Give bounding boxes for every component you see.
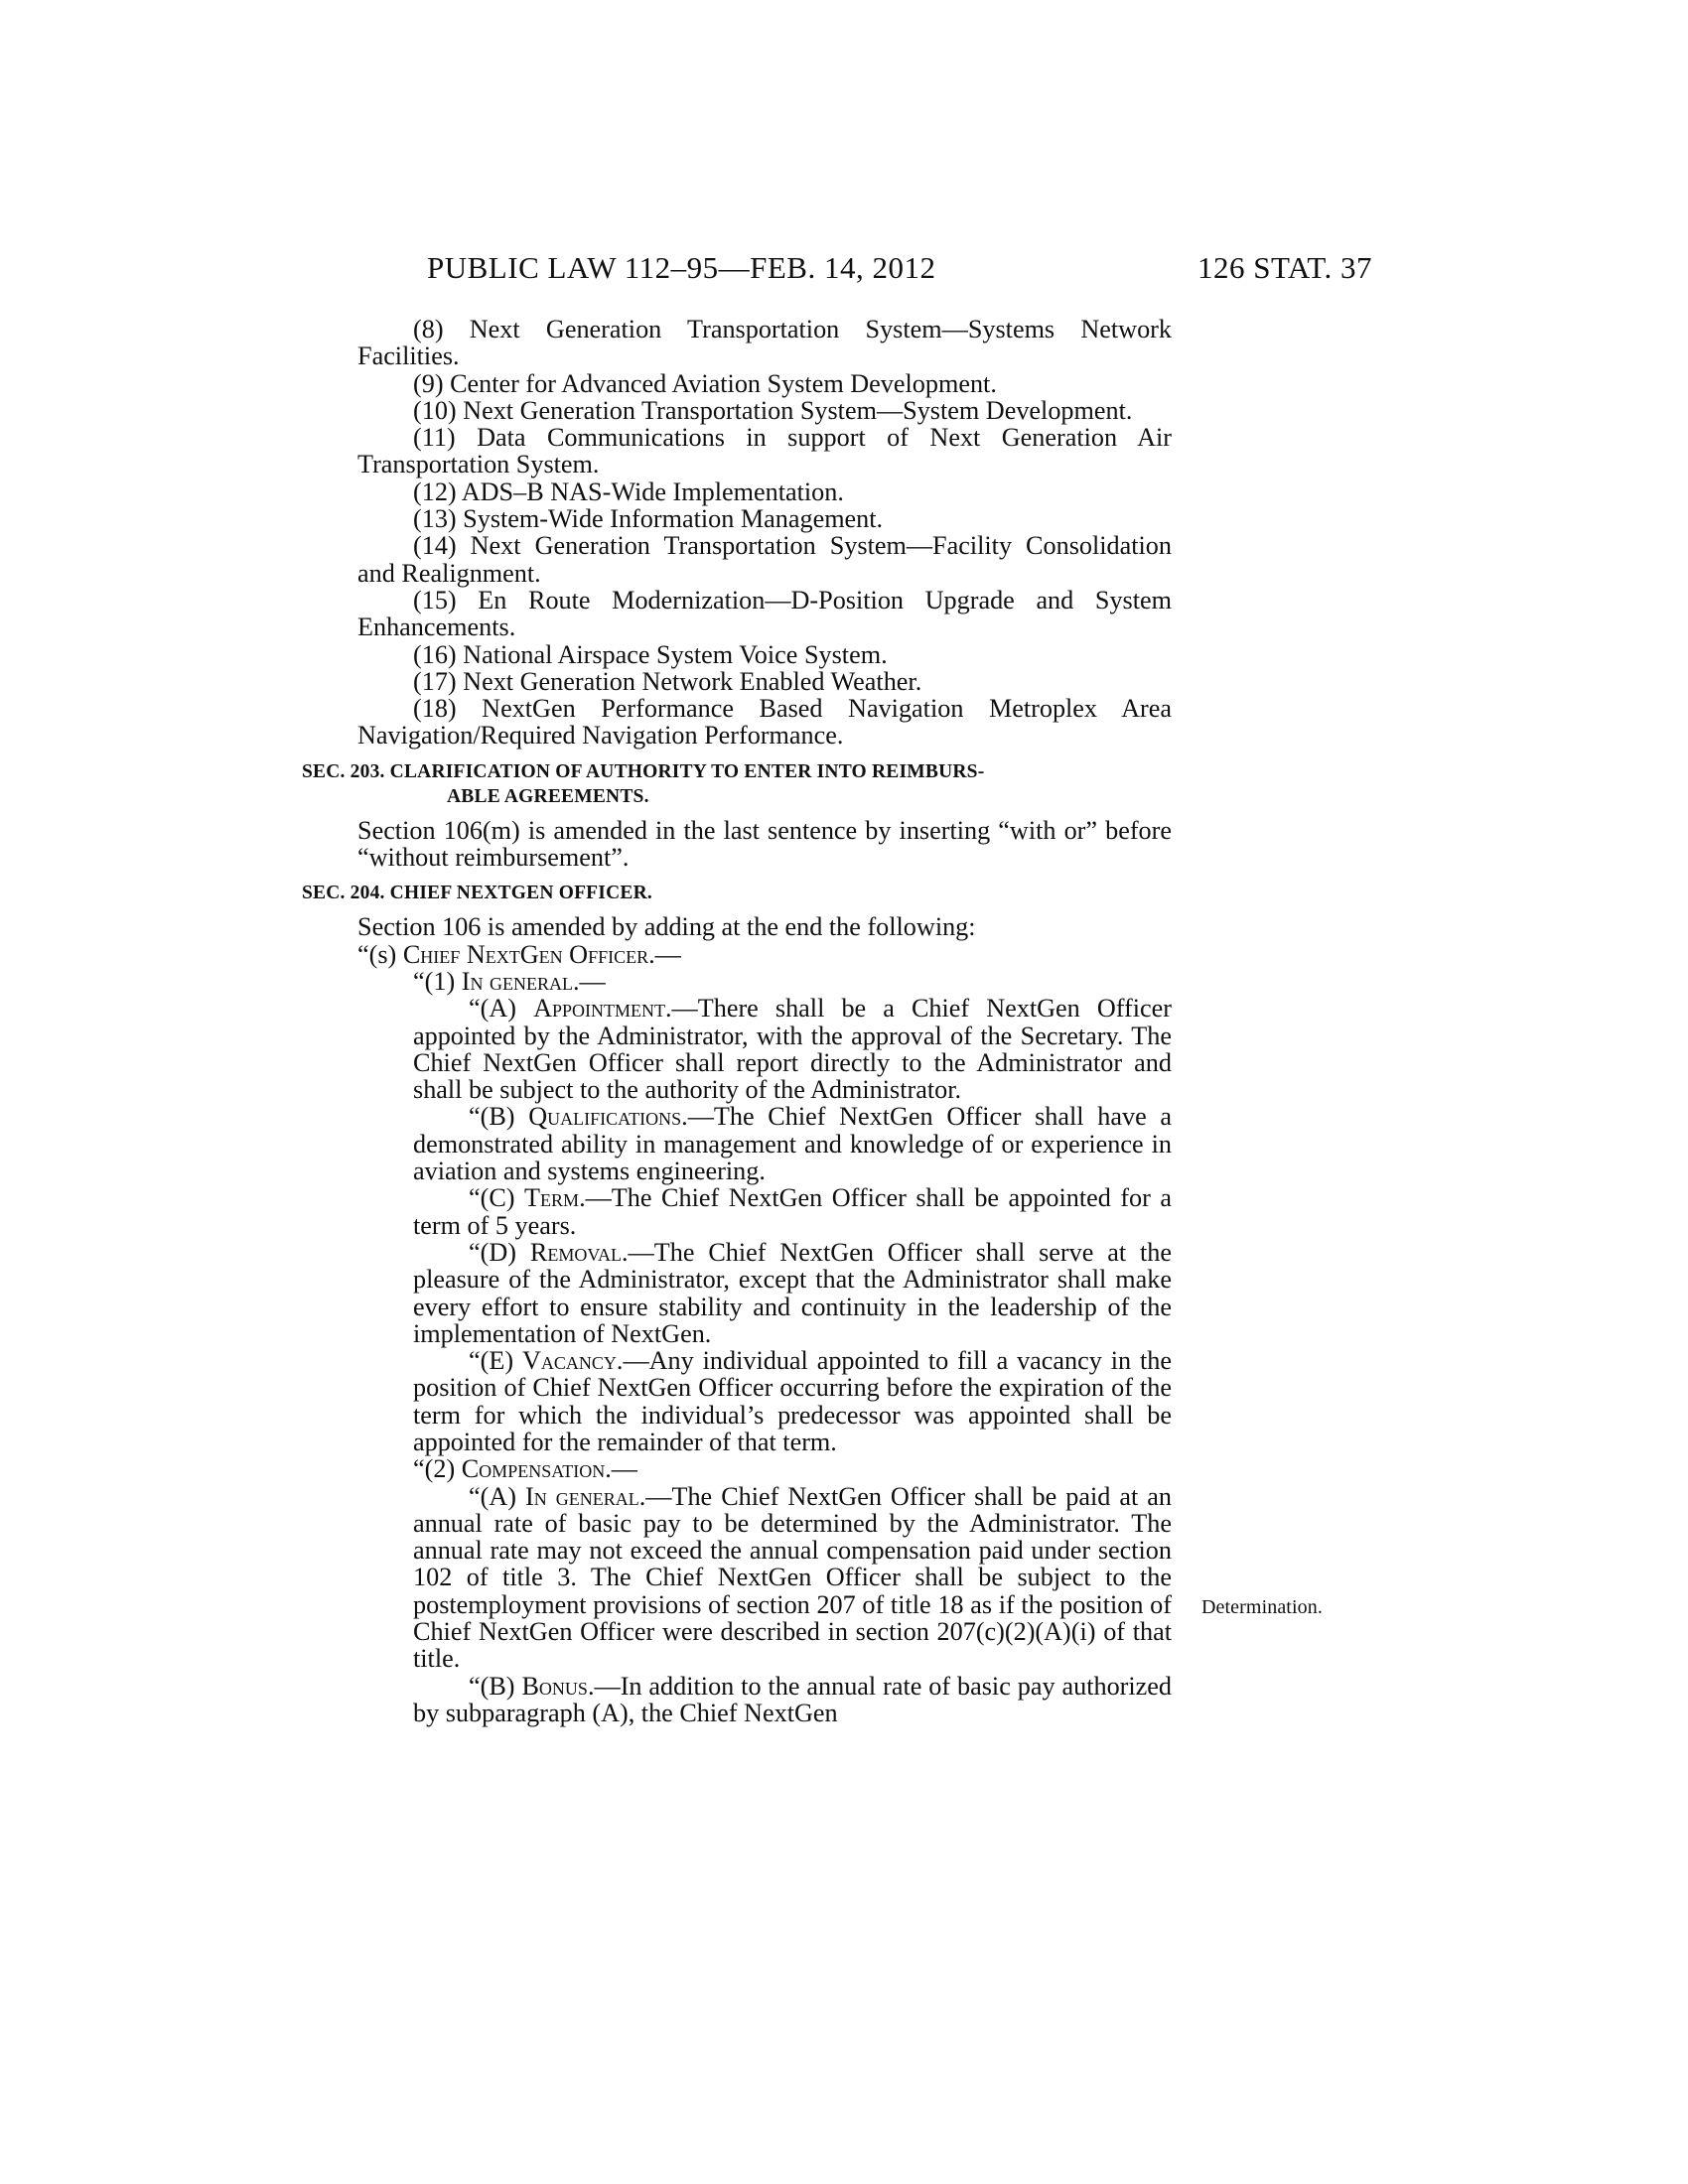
section-204-intro: Section 106 is amended by adding at the end the following: bbox=[357, 912, 976, 942]
list-item: (12) ADS–B NAS-Wide Implementation. bbox=[413, 477, 844, 506]
subparagraph-c-heading: Term bbox=[524, 1183, 580, 1213]
list-item: (10) Next Generation Transportation System—System Development. bbox=[413, 395, 1133, 425]
list-item: (9) Center for Advanced Aviation System Development. bbox=[413, 368, 997, 398]
compensation-subparagraph-a: “(A) In general.—The Chief NextGen Officer shall be paid at an annual rate of basic pay to be determined by the Administrator. The annual rate may not exceed the annual compensation paid under section 102 of title 3. The Chief NextGen Officer shall be subject to the postemployment provisions of section 207 of title 18 as if the position of Chief NextGen Officer were described in section 207(c)(2)(A)(i) of that title. bbox=[413, 1481, 1172, 1674]
section-204-heading: SEC. 204. CHIEF NEXTGEN OFFICER. bbox=[302, 883, 652, 904]
section-203-heading bbox=[302, 759, 1172, 809]
paragraph-2-heading: Compensation bbox=[461, 1454, 606, 1484]
subsection-s: “(s) Chief NextGen Officer.— bbox=[357, 939, 681, 969]
subparagraph-b: “(B) Qualifications.—The Chief NextGen Officer shall have a demonstrated ability in management and knowledge of or experience in aviation and systems engineering. bbox=[413, 1102, 1172, 1186]
margin-note-determination: Determination. bbox=[1201, 1596, 1323, 1618]
statute-body bbox=[302, 315, 1173, 1727]
paragraph-2: “(2) Compensation.— bbox=[413, 1454, 637, 1484]
section-203-heading-line1: SEC. 203. CLARIFICATION OF AUTHORITY TO ENTER INTO REIMBURS- bbox=[302, 760, 985, 782]
subparagraph-a-heading: Appointment bbox=[533, 994, 665, 1024]
paragraph-1-heading: In general bbox=[461, 966, 573, 996]
subparagraph-b-heading: Qualifications bbox=[528, 1102, 682, 1132]
subparagraph-c: “(C) Term.—The Chief NextGen Officer shall be appointed for a term of 5 years. bbox=[413, 1183, 1172, 1240]
list-item: (17) Next Generation Network Enabled Weather. bbox=[413, 666, 922, 696]
list-item: (14) Next Generation Transportation System—Facility Consolidation and Realignment. bbox=[357, 531, 1172, 588]
paragraph-1: “(1) In general.— bbox=[413, 966, 606, 996]
compensation-subparagraph-b: “(B) Bonus.—In addition to the annual rate of basic pay authorized by subparagraph (A), the Chief NextGen bbox=[413, 1671, 1172, 1727]
list-item: (8) Next Generation Transportation System—Systems Network Facilities. bbox=[357, 315, 1172, 371]
list-item: (16) National Airspace System Voice System. bbox=[413, 639, 888, 669]
list-item: (18) NextGen Performance Based Navigation Metroplex Area Navigation/Required Navigation Performance. bbox=[357, 694, 1172, 751]
running-header bbox=[427, 250, 1372, 290]
subparagraph-e: “(E) Vacancy.—Any individual appointed to fill a vacancy in the position of Chief NextGen Officer occurring before the expiration of the term for which the individual’s predecessor was appointed shall be appointed for the remainder of that term. bbox=[413, 1346, 1173, 1456]
law-citation: PUBLIC LAW 112–95—FEB. 14, 2012 bbox=[427, 250, 936, 285]
subparagraph-e-heading: Vacancy bbox=[521, 1346, 617, 1376]
section-203-heading-line2: ABLE AGREEMENTS. bbox=[447, 785, 649, 807]
list-item: (15) En Route Modernization—D-Position Upgrade and System Enhancements. bbox=[357, 585, 1172, 642]
compensation-a-heading: In general bbox=[525, 1481, 639, 1511]
subsection-s-heading: Chief NextGen Officer bbox=[402, 939, 649, 969]
section-203-text: Section 106(m) is amended in the last sentence by inserting “with or” before “without reimbursement”. bbox=[357, 815, 1172, 873]
subparagraph-d: “(D) Removal.—The Chief NextGen Officer shall serve at the pleasure of the Administrator, except that the Administrator shall make every effort to ensure stability and continuity in the leadership of the implementation of NextGen. bbox=[413, 1237, 1172, 1348]
subparagraph-a: “(A) Appointment.—There shall be a Chief NextGen Officer appointed by the Administrator, with the approval of the Secretary. The Chief NextGen Officer shall report directly to the Administrator and shall be subject to the authority of the Administrator. bbox=[413, 994, 1172, 1105]
list-item: (13) System-Wide Information Management. bbox=[413, 504, 884, 534]
list-item: (11) Data Communications in support of Next Generation Air Transportation System. bbox=[357, 423, 1172, 479]
stat-page-number: 126 STAT. 37 bbox=[1196, 250, 1372, 285]
subparagraph-d-heading: Removal bbox=[529, 1237, 622, 1267]
compensation-b-heading: Bonus bbox=[521, 1671, 588, 1701]
